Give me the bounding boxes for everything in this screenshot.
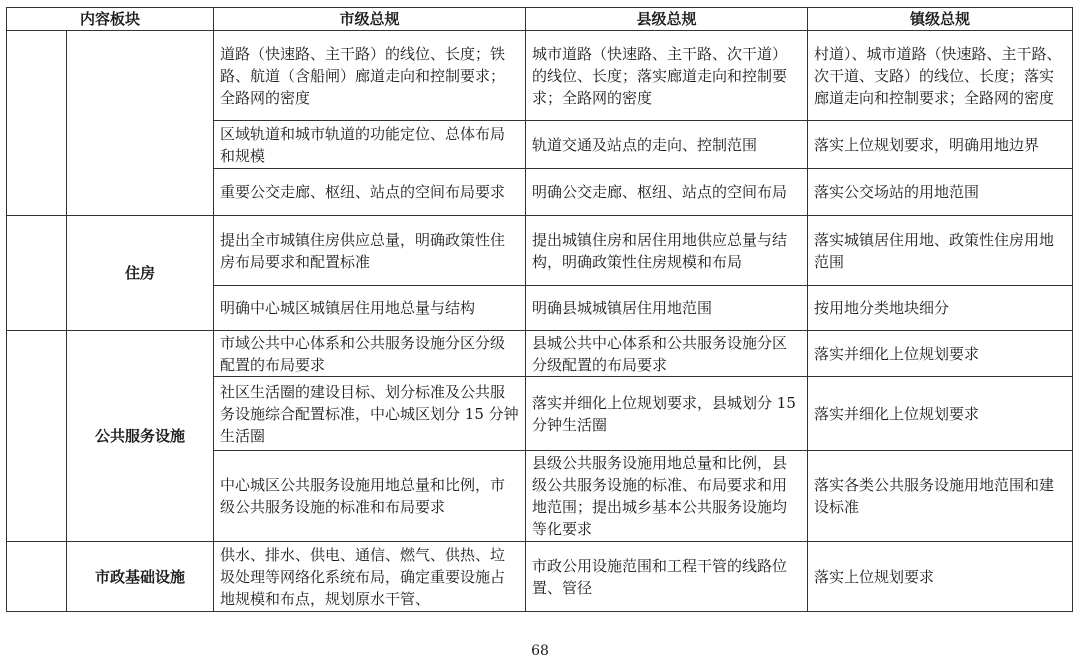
header-town-plan: 镇级总规 xyxy=(808,8,1073,31)
cell-town: 按用地分类地块细分 xyxy=(808,286,1073,331)
cell-town: 落实公交场站的用地范围 xyxy=(808,169,1073,216)
cell-county: 轨道交通及站点的走向、控制范围 xyxy=(526,121,808,169)
table-row xyxy=(7,542,1073,612)
cell-town: 落实并细化上位规划要求 xyxy=(808,377,1073,451)
cell-city: 中心城区公共服务设施用地总量和比例，市级公共服务设施的标准和布局要求 xyxy=(214,451,526,542)
table-row xyxy=(7,216,1073,286)
outer-category-cell xyxy=(7,542,67,612)
cell-city: 供水、排水、供电、通信、燃气、供热、垃圾处理等网络化系统布局，确定重要设施占地规模和布点，规划原水干管、 xyxy=(214,542,526,612)
table-row xyxy=(7,331,1073,377)
outer-category-cell xyxy=(7,31,67,216)
cell-town: 村道）、城市道路（快速路、主干路、次干道、支路）的线位、长度；落实廊道走向和控制要求；全路网的密度 xyxy=(808,31,1073,121)
category-cell-housing: 住房 xyxy=(67,216,214,331)
table-row xyxy=(7,31,1073,121)
cell-county: 市政公用设施范围和工程干管的线路位置、管径 xyxy=(526,542,808,612)
cell-county: 城市道路（快速路、主干路、次干道）的线位、长度；落实廊道走向和控制要求；全路网的密度 xyxy=(526,31,808,121)
category-cell-traffic xyxy=(67,31,214,216)
page-number: 68 xyxy=(531,643,549,659)
header-county-plan: 县级总规 xyxy=(526,8,808,31)
cell-town: 落实并细化上位规划要求 xyxy=(808,331,1073,377)
cell-city: 社区生活圈的建设目标、划分标准及公共服务设施综合配置标准，中心城区划分 15 分钟生活圈 xyxy=(214,377,526,451)
cell-town: 落实各类公共服务设施用地范围和建设标准 xyxy=(808,451,1073,542)
cell-city: 明确中心城区城镇居住用地总量与结构 xyxy=(214,286,526,331)
cell-county: 明确公交走廊、枢纽、站点的空间布局 xyxy=(526,169,808,216)
outer-category-cell xyxy=(7,331,67,542)
cell-county: 明确县城城镇居住用地范围 xyxy=(526,286,808,331)
cell-city: 重要公交走廊、枢纽、站点的空间布局要求 xyxy=(214,169,526,216)
cell-city: 区域轨道和城市轨道的功能定位、总体布局和规模 xyxy=(214,121,526,169)
cell-town: 落实城镇居住用地、政策性住房用地范围 xyxy=(808,216,1073,286)
category-cell-public-service: 公共服务设施 xyxy=(67,331,214,542)
cell-town: 落实上位规划要求，明确用地边界 xyxy=(808,121,1073,169)
cell-county: 县级公共服务设施用地总量和比例，县级公共服务设施的标准、布局要求和用地范围；提出城乡基本公共服务设施均等化要求 xyxy=(526,451,808,542)
outer-category-cell xyxy=(7,216,67,331)
planning-content-table xyxy=(6,7,1073,612)
cell-county: 落实并细化上位规划要求，县城划分 15 分钟生活圈 xyxy=(526,377,808,451)
cell-city: 市域公共中心体系和公共服务设施分区分级配置的布局要求 xyxy=(214,331,526,377)
cell-town: 落实上位规划要求 xyxy=(808,542,1073,612)
cell-city: 提出全市城镇住房供应总量，明确政策性住房布局要求和配置标准 xyxy=(214,216,526,286)
cell-city: 道路（快速路、主干路）的线位、长度；铁路、航道（含船闸）廊道走向和控制要求；全路网的密度 xyxy=(214,31,526,121)
cell-county: 县城公共中心体系和公共服务设施分区分级配置的布局要求 xyxy=(526,331,808,377)
table-header-row xyxy=(7,8,1073,31)
header-city-plan: 市级总规 xyxy=(214,8,526,31)
header-content-block: 内容板块 xyxy=(7,8,214,31)
cell-county: 提出城镇住房和居住用地供应总量与结构，明确政策性住房规模和布局 xyxy=(526,216,808,286)
category-cell-municipal: 市政基础设施 xyxy=(67,542,214,612)
